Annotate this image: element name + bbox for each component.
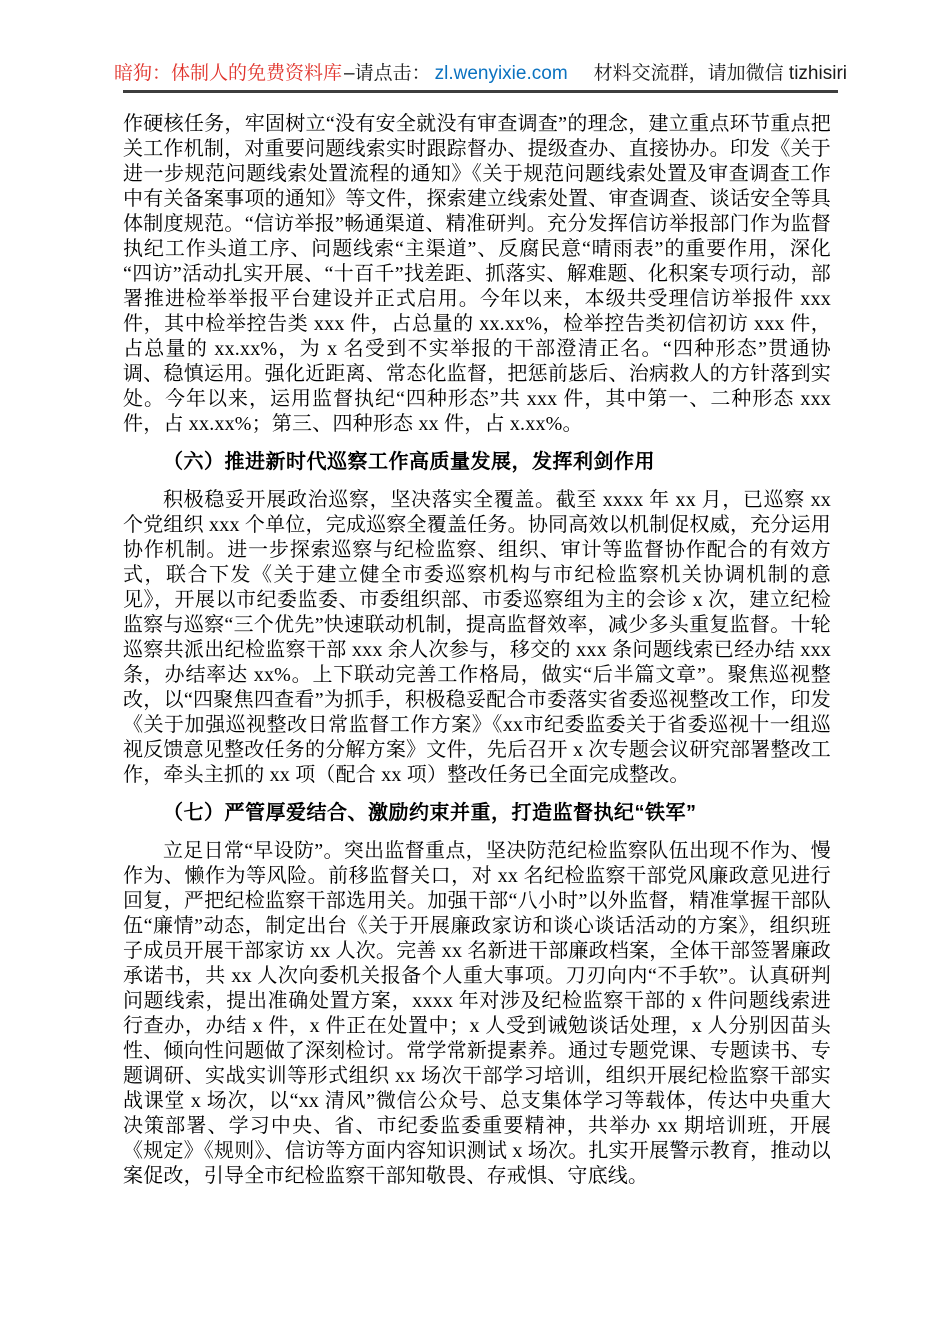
header-click-prompt: –请点击： xyxy=(344,63,431,84)
section-6-body: 积极稳妥开展政治巡察，坚决落实全覆盖。截至 xxxx 年 xx 月，已巡察 xx 个党组织 xxx 个单位，完成巡察全覆盖任务。协同高效以机制促权威，充分运用协作机制。进一步探索巡察与纪检监察、组织、审计等监督协作配合的有效方式，联合下发《关于建立健全市委巡察机构与市纪检监察机关协调机制的意见》，开展以市纪委监委、市委组织部、市委巡察组为主的会诊 x 次，建立纪检监察与巡察“三个优先”快速联动机制，提高监督效率，减少多头重复监督。十轮巡察共派出纪检监察干部 xxx 余人次参与，移交的 xxx 条问题线索已经办结 xxx 条，办结率达 xx%。上下联动完善工作格局，做实“后半篇文章”。聚焦巡视整改，以“四聚焦四查看”为抓手，积极稳妥配合市委落实省委巡视整改工作，印发《关于加强巡视整改日常监督工作方案》《xx市纪委监委关于省委巡视十一组巡视反馈意见整改任务的分解方案》文件，先后召开 x 次专题会议研究部署整改工作，牵头主抓的 xx 项（配合 xx 项）整改任务已全面完成整改。 xyxy=(123,489,831,786)
section-6-heading: （六）推进新时代巡察工作高质量发展，发挥利剑作用 xyxy=(163,451,655,473)
paragraph-continuation: 作硬核任务，牢固树立“没有安全就没有审查调查”的理念，建立重点环节重点把关工作机制，对重要问题线索实时跟踪督办、提级查办、直接协办。印发《关于进一步规范问题线索处置流程的通知》《关于规范问题线索处置及审查调查工作中有关备案事项的通知》等文件，探索建立线索处置、审查调查、谈话安全等具体制度规范。“信访举报”畅通渠道、精准研判。充分发挥信访举报部门作为监督执纪工作头道工序、问题线索“主渠道”、反腐民意“晴雨表”的重要作用，深化“四访”活动扎实开展、“十百千”找差距、抓落实、解难题、化积案专项行动，部署推进检举举报平台建设并正式启用。今年以来，本级共受理信访举报件 xxx 件，其中检举控告类 xxx 件，占总量的 xx.xx%，检举控告类初信初访 xxx 件，占总量的 xx.xx%，为 x 名受到不实举报的干部澄清正名。“四种形态”贯通协调、稳慎运用。强化近距离、常态化监督，把惩前毖后、治病救人的方针落到实处。今年以来，运用监督执纪“四种形态”共 xxx 件，其中第一、二种形态 xxx 件，占 xx.xx%；第三、四种形态 xx 件，占 x.xx%。 xyxy=(123,113,831,435)
page-header xyxy=(114,62,847,86)
header-contact-text: 材料交流群，请加微信 tizhisiri xyxy=(593,63,847,84)
document-body xyxy=(123,112,831,1189)
section-7-body: 立足日常“早设防”。突出监督重点，坚决防范纪检监察队伍出现不作为、慢作为、懒作为等风险。前移监督关口，对 xx 名纪检监察干部党风廉政意见进行回复，严把纪检监察干部选用关。加强干部“八小时”以外监督，精准掌握干部队伍“廉情”动态，制定出台《关于开展廉政家访和谈心谈话活动的方案》，组织班子成员开展干部家访 xx 人次。完善 xx 名新进干部廉政档案，全体干部签署廉政承诺书，共 xx 人次向委机关报备个人重大事项。刀刃向内“不手软”。认真研判问题线索，提出准确处置方案，xxxx 年对涉及纪检监察干部的 x 件问题线索进行查办，办结 x 件，x 件正在处置中；x 人受到诫勉谈话处理，x 人分别因苗头性、倾向性问题做了深刻检讨。常学常新提素养。通过专题党课、专题读书、专题调研、实战实训等形式组织 xx 场次干部学习培训，组织开展纪检监察干部实战课堂 x 场次，以“xx 清风”微信公众号、总支集体学习等载体，传达中央重大决策部署、学习中央、省、市纪委监委重要精神，共举办 xx 期培训班，开展《规定》《规则》、信访等方面内容知识测试 x 场次。扎实开展警示教育，推动以案促改，引导全市纪检监察干部知敬畏、存戒惧、守底线。 xyxy=(123,840,831,1187)
header-divider xyxy=(123,90,838,93)
section-7-heading: （七）严管厚爱结合、激励约束并重，打造监督执纪“铁军” xyxy=(163,802,697,824)
header-site-link[interactable]: zl.wenyixie.com xyxy=(434,63,568,84)
header-brand-text: 暗狗：体制人的免费资料库 xyxy=(114,63,343,84)
